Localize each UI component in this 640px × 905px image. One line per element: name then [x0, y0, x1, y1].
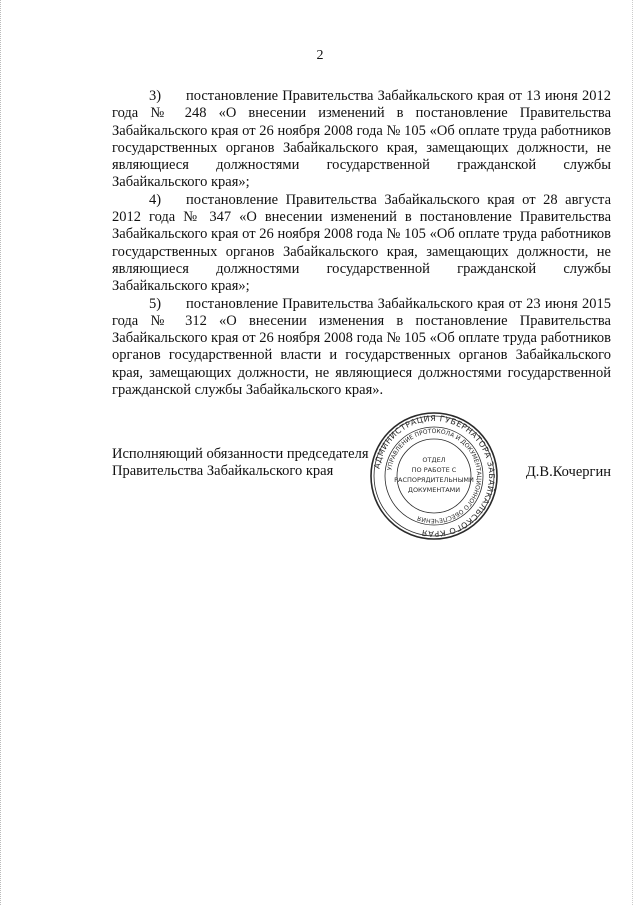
- list-item: [112, 88, 611, 192]
- document-body: [112, 88, 611, 399]
- stamp-center-line4: ДОКУМЕНТАМИ: [407, 486, 461, 494]
- signatory-name: Д.В.Кочергин: [525, 464, 611, 480]
- signatory-title-line1: Исполняющий обязанности председателя: [112, 446, 369, 462]
- stamp-outer-text: АДМИНИСТРАЦИЯ ГУБЕРНАТОРА ЗАБАЙКАЛЬСКОГО КРАЯ: [372, 413, 497, 539]
- stamp-inner-text: УПРАВЛЕНИЕ ПРОТОКОЛА И ДОКУМЕНТАЦИОННОГО ОБЕСПЕЧЕНИЯ: [386, 427, 483, 525]
- list-item: [112, 192, 611, 296]
- stamp-center-line3: РАСПОРЯДИТЕЛЬНЫМИ: [394, 476, 474, 484]
- signatory-title-line2: Правительства Забайкальского края: [112, 463, 334, 480]
- list-item-text: постановление Правительства Забайкальского края от 23 июня 2015 года № 312 «О внесении изменения в постановление Правительства Забайкальского края от 26 ноября 2008 года № 105 «Об оплате труда работников органов государственной власти и государственных органов Забайкальского края, замещающих должности, не являющиеся должностями государственной гражданской службы Забайкальского края».: [112, 295, 611, 399]
- list-item: [112, 296, 611, 400]
- list-item-text: постановление Правительства Забайкальского края от 13 июня 2012 года № 248 «О внесении изменений в постановление Правительства Забайкальского края от 26 ноября 2008 года № 105 «Об оплате труда работников государственных органов Забайкальского края, замещающих должности, не являющиеся должностями государственной гражданской службы Забайкальского края»;: [112, 88, 611, 191]
- stamp-center-line1: ОТДЕЛ: [422, 456, 446, 464]
- list-item-number: 5): [149, 295, 162, 312]
- official-stamp: [368, 410, 500, 542]
- scan-edge-right: [632, 0, 634, 905]
- list-item-number: 4): [149, 191, 162, 208]
- stamp-center-line2: ПО РАБОТЕ С: [411, 466, 457, 474]
- page-number: 2: [316, 48, 324, 63]
- stamp-graphic: [368, 410, 500, 542]
- list-item-number: 3): [149, 88, 162, 104]
- scan-edge-left: [0, 0, 2, 905]
- signatory-title: [112, 446, 369, 481]
- list-item-text: постановление Правительства Забайкальского края от 28 августа 2012 года № 347 «О внесении изменений в постановление Правительства Забайкальского края от 26 ноября 2008 года № 105 «Об оплате труда работников государственных органов Забайкальского края, замещающих должности, не являющиеся должностями государственной гражданской службы Забайкальского края»;: [112, 191, 611, 295]
